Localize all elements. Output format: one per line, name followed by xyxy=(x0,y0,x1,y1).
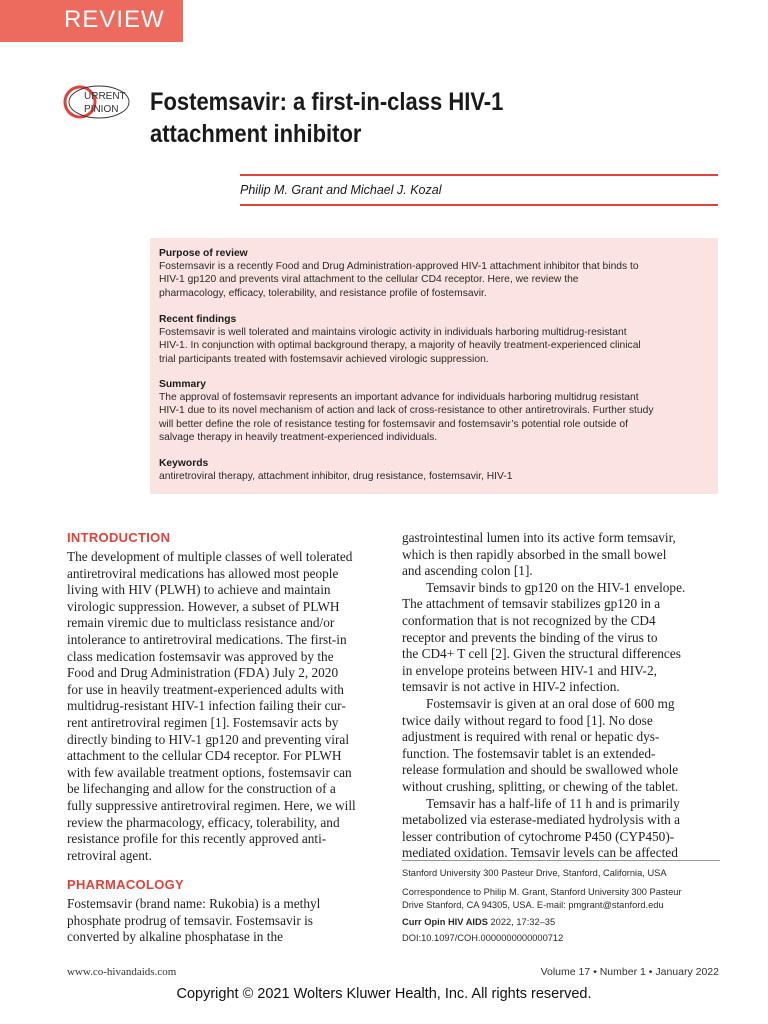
body-line: multidrug-resistant HIV-1 infection failing their cur- xyxy=(67,698,346,714)
review-banner xyxy=(0,0,183,42)
body-line: without crushing, splitting, or chewing of the tablet. xyxy=(402,778,679,794)
pharmacology-body xyxy=(67,896,381,946)
summary-line: The approval of fostemsavir represents an important advance for individuals harboring multidrug resistant xyxy=(159,392,639,404)
body-line: resistance profile for this recently approved anti- xyxy=(67,831,327,847)
purpose-heading: Purpose of review xyxy=(159,248,248,259)
title-line-1: Fostemsavir: a first-in-class HIV-1 xyxy=(150,88,504,116)
body-line: Fostemsavir is given at an oral dose of 600 mg xyxy=(426,695,675,711)
abstract-keywords xyxy=(159,457,712,483)
body-line: receptor and prevents the binding of the virus to xyxy=(402,629,658,645)
body-line: metabolized via esterase-mediated hydrolysis with a xyxy=(402,812,681,828)
body-line: function. The fostemsavir tablet is an extended- xyxy=(402,745,656,761)
body-line: twice daily without regard to food [1]. No dose xyxy=(402,712,653,728)
affiliation-institution: Stanford University 300 Pasteur Drive, Stanford, California, USA xyxy=(402,868,667,878)
body-line: with few available treatment options, fostemsavir can xyxy=(67,764,352,780)
body-line: living with HIV (PLWH) to achieve and maintain xyxy=(67,582,331,598)
body-line: antiretroviral medications has allowed most people xyxy=(67,565,339,581)
findings-line: trial participants treated with fostemsavir achieved virologic suppression. xyxy=(159,353,489,365)
body-line: phosphate prodrug of temsavir. Fostemsavir is xyxy=(67,912,313,928)
summary-line: salvage therapy in heavily treatment-experienced individuals. xyxy=(159,431,438,443)
summary-line: will better define the role of resistance testing for fostemsavir and fostemsavir’s potential role outside of xyxy=(159,418,628,430)
affiliation-divider xyxy=(402,860,720,861)
body-line: adjustment is required with renal or hepatic dys- xyxy=(402,729,660,745)
body-line: review the pharmacology, efficacy, tolerability, and xyxy=(67,814,340,830)
abstract-purpose xyxy=(159,247,712,300)
logo-line2: PINION xyxy=(84,104,119,115)
footer-date: January 2022 xyxy=(655,966,719,978)
doi: DOI:10.1097/COH.0000000000000712 xyxy=(402,933,564,943)
footer-issue xyxy=(512,966,719,978)
footer-volume: Volume 17 xyxy=(540,966,591,978)
logo-line1: URRENT xyxy=(84,91,126,102)
review-label: REVIEW xyxy=(64,6,165,33)
citation xyxy=(402,916,720,929)
body-line: directly binding to HIV-1 gp120 and preventing viral xyxy=(67,731,350,747)
body-line: Fostemsavir (brand name: Rukobia) is a methyl xyxy=(67,896,321,911)
keywords-heading: Keywords xyxy=(159,458,209,469)
body-line: intolerance to antiretroviral medications. The first-in xyxy=(67,631,347,647)
body-line: gastrointestinal lumen into its active form temsavir, xyxy=(402,530,676,545)
body-line: which is then rapidly absorbed in the small bowel xyxy=(402,546,667,562)
footer-number: Number 1 xyxy=(599,966,646,978)
body-line: class medication fostemsavir was approved by the xyxy=(67,648,334,664)
logo-mark xyxy=(62,84,130,120)
abstract-findings xyxy=(159,313,712,366)
summary-heading: Summary xyxy=(159,379,206,390)
body-line: attachment to the cellular CD4 receptor. For PLWH xyxy=(67,748,342,764)
body-line: Temsavir binds to gp120 on the HIV-1 envelope. xyxy=(426,579,686,595)
body-line: and ascending colon [1]. xyxy=(402,563,533,579)
title-rule-top xyxy=(240,174,718,176)
abstract-box xyxy=(150,238,718,494)
body-line: lesser contribution of cytochrome P450 (CYP450)- xyxy=(402,828,675,844)
pharmacology-heading: PHARMACOLOGY xyxy=(67,877,184,892)
body-line: release formulation and should be swallowed whole xyxy=(402,762,679,778)
body-line: The attachment of temsavir stabilizes gp120 in a xyxy=(402,596,661,612)
body-line: remain viremic due to multiclass resistance and/or xyxy=(67,615,335,631)
correspondence xyxy=(402,886,720,911)
title-rule-bottom xyxy=(240,204,718,206)
findings-line: HIV-1. In conjunction with optimal background therapy, a majority of heavily treatment-experienced clinical xyxy=(159,340,641,352)
citation-details: 2022, 17:32–35 xyxy=(487,917,556,927)
right-column-body xyxy=(402,530,720,862)
current-opinion-logo xyxy=(62,84,130,120)
correspondence-line: Correspondence to Philip M. Grant, Stanford University 300 Pasteur xyxy=(402,887,682,897)
purpose-line: HIV-1 gp120 and prevents viral attachment to the cellular CD4 receptor. Here, we review the xyxy=(159,274,579,286)
abstract-summary xyxy=(159,378,712,444)
findings-heading: Recent findings xyxy=(159,314,237,325)
body-line: for use in heavily treatment-experienced adults with xyxy=(67,681,344,697)
body-line: virologic suppression. However, a subset of PLWH xyxy=(67,598,340,614)
body-line: converted by alkaline phosphatase in the xyxy=(67,929,284,945)
body-line: rent antiretroviral regimen [1]. Fostemsavir acts by xyxy=(67,714,339,730)
purpose-line: Fostemsavir is a recently Food and Drug Administration-approved HIV-1 attachment inhibitor that binds to xyxy=(159,261,639,273)
body-line: be lifechanging and allow for the construction of a xyxy=(67,781,336,797)
body-line: the CD4+ T cell [2]. Given the structural differences xyxy=(402,646,681,662)
copyright-notice: Copyright © 2021 Wolters Kluwer Health, Inc. All rights reserved. xyxy=(176,986,592,1002)
body-line: Food and Drug Administration (FDA) July 2, 2020 xyxy=(67,665,339,681)
footer-bullet: • xyxy=(593,966,597,978)
introduction-body xyxy=(67,549,381,864)
body-line: The development of multiple classes of well tolerated xyxy=(67,549,353,564)
authors: Philip M. Grant and Michael J. Kozal xyxy=(240,183,442,197)
footer-bullet: • xyxy=(648,966,653,978)
title-line-2: attachment inhibitor xyxy=(150,120,362,148)
purpose-line: pharmacology, efficacy, tolerability, and resistance profile of fostemsavir. xyxy=(159,287,487,299)
footer-url[interactable]: www.co-hivandaids.com xyxy=(67,966,177,978)
article-title xyxy=(150,86,643,150)
body-line: mediated oxidation. Temsavir levels can be affected xyxy=(402,845,678,861)
introduction-heading: INTRODUCTION xyxy=(67,530,171,545)
body-line: retroviral agent. xyxy=(67,847,152,863)
body-line: in envelope proteins between HIV-1 and HIV-2, xyxy=(402,662,657,678)
findings-line: Fostemsavir is well tolerated and maintains virologic activity in individuals harboring multidrug-resistant xyxy=(159,327,627,339)
citation-journal: Curr Opin HIV AIDS xyxy=(402,917,488,927)
keywords-list: antiretroviral therapy, attachment inhibitor, drug resistance, fostemsavir, HIV-1 xyxy=(159,471,513,483)
summary-line: HIV-1 due to its novel mechanism of action and lack of cross-resistance to other antiretrovirals. Further study xyxy=(159,405,654,417)
body-line: conformation that is not recognized by the CD4 xyxy=(402,612,656,628)
correspondence-line: Drive Stanford, CA 94305, USA. E-mail: pmgrant@stanford.edu xyxy=(402,899,664,910)
body-line: Temsavir has a half-life of 11 h and is primarily xyxy=(426,795,680,811)
body-line: fully suppressive antiretroviral regimen. Here, we will xyxy=(67,797,356,813)
body-line: temsavir is not active in HIV-2 infection. xyxy=(402,679,620,695)
